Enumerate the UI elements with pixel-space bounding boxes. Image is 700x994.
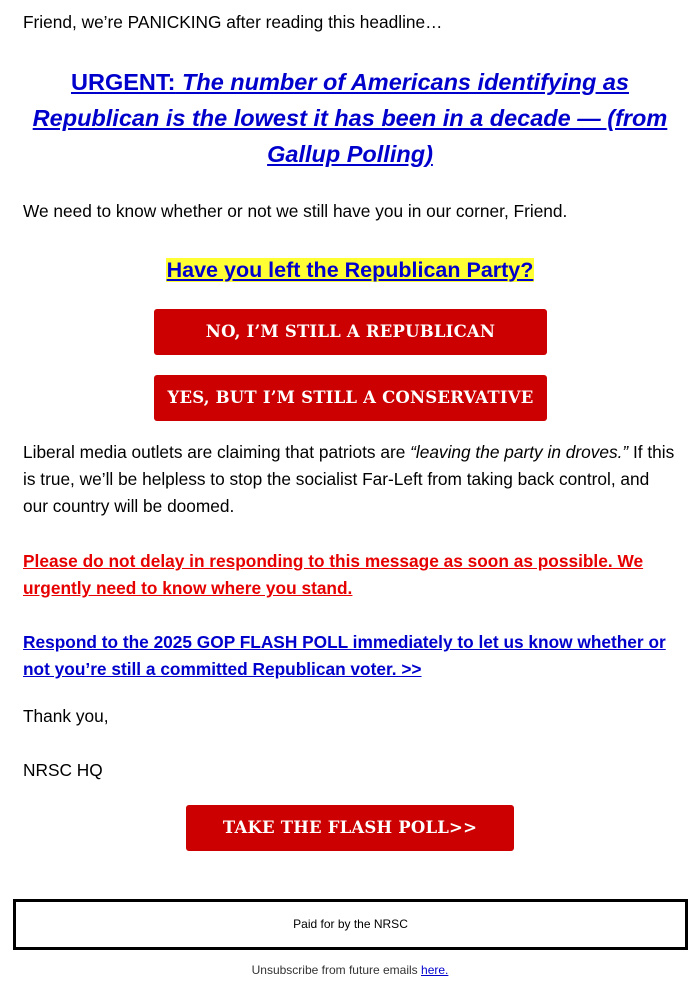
headline [14, 64, 686, 172]
signature: NRSC HQ [23, 760, 103, 780]
take-flash-poll-button[interactable]: TAKE THE FLASH POLL>> [186, 805, 514, 851]
paid-for-disclaimer [13, 899, 688, 950]
media-text-before: Liberal media outlets are claiming that patriots are [23, 442, 411, 462]
still-republican-button[interactable]: NO, I’M STILL A REPUBLICAN [154, 309, 547, 355]
urgent-link[interactable]: Please do not delay in responding to this message as soon as possible. We urgently need to know where you stand. [23, 551, 644, 598]
headline-rest: The number of Americans identifying as Republican is the lowest it has been in a decade — (from Gallup Polling) [32, 69, 668, 167]
media-paragraph [23, 439, 677, 520]
media-quote: “leaving the party in droves.” [410, 442, 629, 462]
intro-text: Friend, we’re PANICKING after reading this headline… [23, 12, 443, 32]
unsubscribe-line [0, 962, 700, 978]
respond-link[interactable]: Respond to the 2025 GOP FLASH POLL immediately to let us know whether or not you’re still a committed Republican voter. >> [23, 632, 666, 679]
unsubscribe-text: Unsubscribe from future emails [251, 963, 422, 977]
question-heading [0, 254, 700, 286]
respond-paragraph [23, 629, 677, 683]
question-link[interactable]: Have you left the Republican Party? [166, 258, 534, 282]
paid-for-text: Paid for by the NRSC [293, 917, 408, 931]
still-conservative-button[interactable]: YES, BUT I’M STILL A CONSERVATIVE [154, 375, 547, 421]
urgent-paragraph [23, 548, 677, 602]
media-text-after: If this is true, we’ll be helpless to stop the socialist Far-Left from taking back control, and our country will be doomed. [23, 442, 675, 516]
corner-text: We need to know whether or not we still have you in our corner, Friend. [23, 201, 568, 221]
headline-link[interactable] [33, 69, 668, 167]
thanks-text: Thank you, [23, 706, 109, 726]
headline-lead: URGENT: [71, 69, 176, 95]
unsubscribe-link[interactable]: here. [421, 963, 449, 977]
